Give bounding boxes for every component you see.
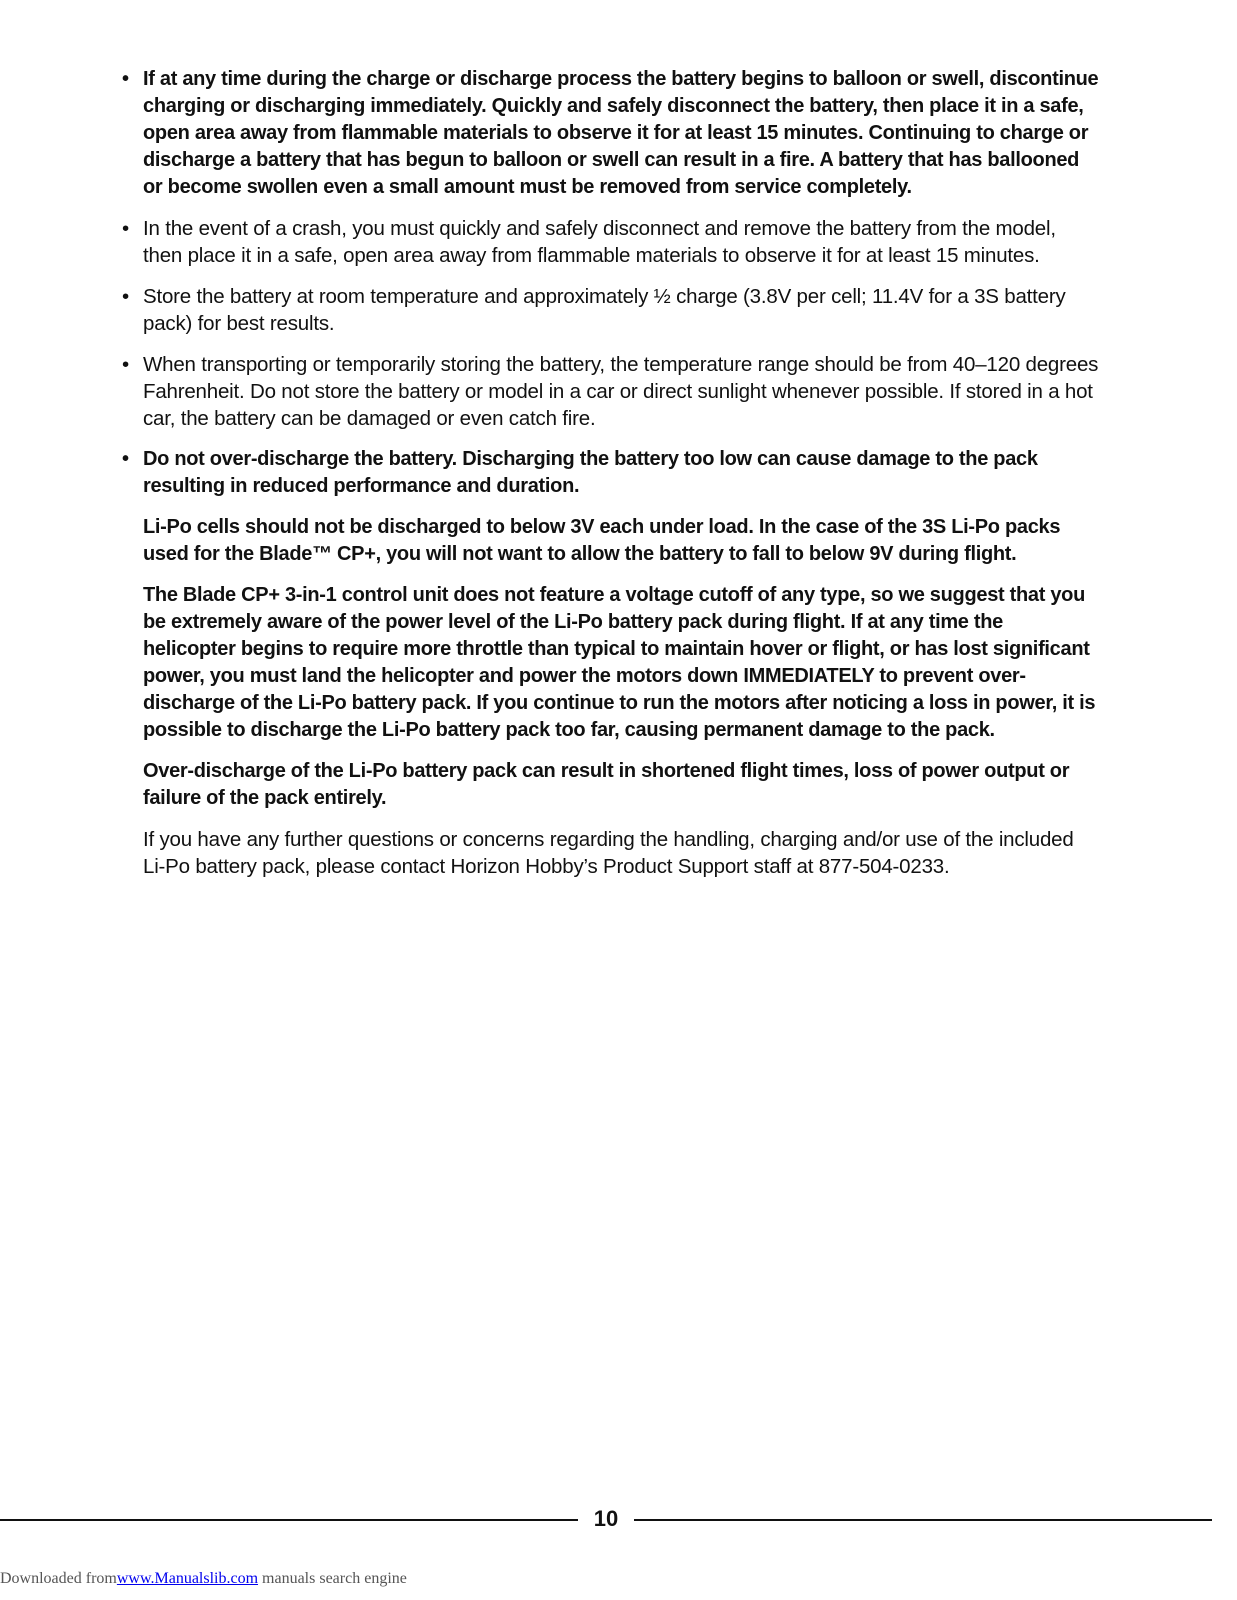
paragraph-control-unit: The Blade CP+ 3-in-1 control unit does not feature a voltage cutoff of any type, so we suggest that you be extremely aware of the power level of the Li-Po battery pack during flight. If at any time the helicopter begins to require more throttle than typical to maintain hover or flight, or has lost significant power, you must land the helicopter and power the motors down IMMEDIATELY to prevent over-discharge of the Li-Po battery pack. If you continue to run the motors after noticing a loss in power, it is possible to discharge the Li-Po battery pack too far, causing permanent damage to the pack. — [143, 584, 1096, 741]
download-note — [0, 1570, 407, 1588]
bullet-point: • — [122, 353, 129, 376]
bullet-point: • — [122, 448, 129, 470]
download-suffix: manuals search engine — [258, 1570, 407, 1587]
document-body — [120, 66, 1100, 894]
list-item-text: Store the battery at room temperature and approximately ½ charge (3.8V per cell; 11.4V for a 3S battery pack) for best results. — [143, 285, 1066, 335]
footer-rule-right — [634, 1519, 1212, 1521]
page-number: 10 — [593, 1506, 619, 1531]
paragraph-over-discharge-result: Over-discharge of the Li-Po battery pack can result in shortened flight times, loss of power output or failure of the pack entirely. — [143, 760, 1070, 809]
list-item-text: Do not over-discharge the battery. Discharging the battery too low can cause damage to the pack resulting in reduced performance and duration. — [143, 448, 1038, 497]
list-item-storage — [120, 283, 1100, 337]
list-item-over-discharge — [120, 446, 1100, 500]
list-item-transport — [120, 351, 1100, 432]
bullet-point: • — [122, 285, 129, 308]
download-prefix: Downloaded from — [0, 1570, 117, 1587]
paragraph-cell-voltage: Li-Po cells should not be discharged to below 3V each under load. In the case of the 3S Li-Po packs used for the Blade™ CP+, you will not want to allow the battery to fall to below 9V during flight. — [143, 516, 1061, 565]
list-item-crash — [120, 215, 1100, 269]
list-item-text: In the event of a crash, you must quickly and safely disconnect and remove the battery from the model, then place it in a safe, open area away from flammable materials to observe it for at least 15 minutes. — [143, 217, 1056, 267]
paragraph-contact-support: If you have any further questions or concerns regarding the handling, charging and/or use of the included Li-Po battery pack, please contact Horizon Hobby’s Product Support staff at 877-504-0233. — [143, 828, 1074, 878]
list-item-text: If at any time during the charge or discharge process the battery begins to balloon or swell, discontinue charging or discharging immediately. Quickly and safely disconnect the battery, then place it in a safe, open area away from flammable materials to observe it for at least 15 minutes. Continuing to charge or discharge a battery that has begun to balloon or swell can result in a fire. A battery that has ballooned or become swollen even a small amount must be removed from service completely. — [143, 68, 1099, 198]
bullet-point: • — [122, 68, 129, 90]
bullet-point: • — [122, 217, 129, 240]
manualslib-link[interactable]: www.Manualslib.com — [116, 1570, 259, 1587]
footer-rule-left — [0, 1519, 578, 1521]
list-item-text: When transporting or temporarily storing the battery, the temperature range should be from 40–120 degrees Fahrenheit. Do not store the battery or model in a car or direct sunlight whenever possible. If stored in a hot car, the battery can be damaged or even catch fire. — [143, 353, 1099, 430]
list-item-balloon-warning — [120, 66, 1100, 201]
